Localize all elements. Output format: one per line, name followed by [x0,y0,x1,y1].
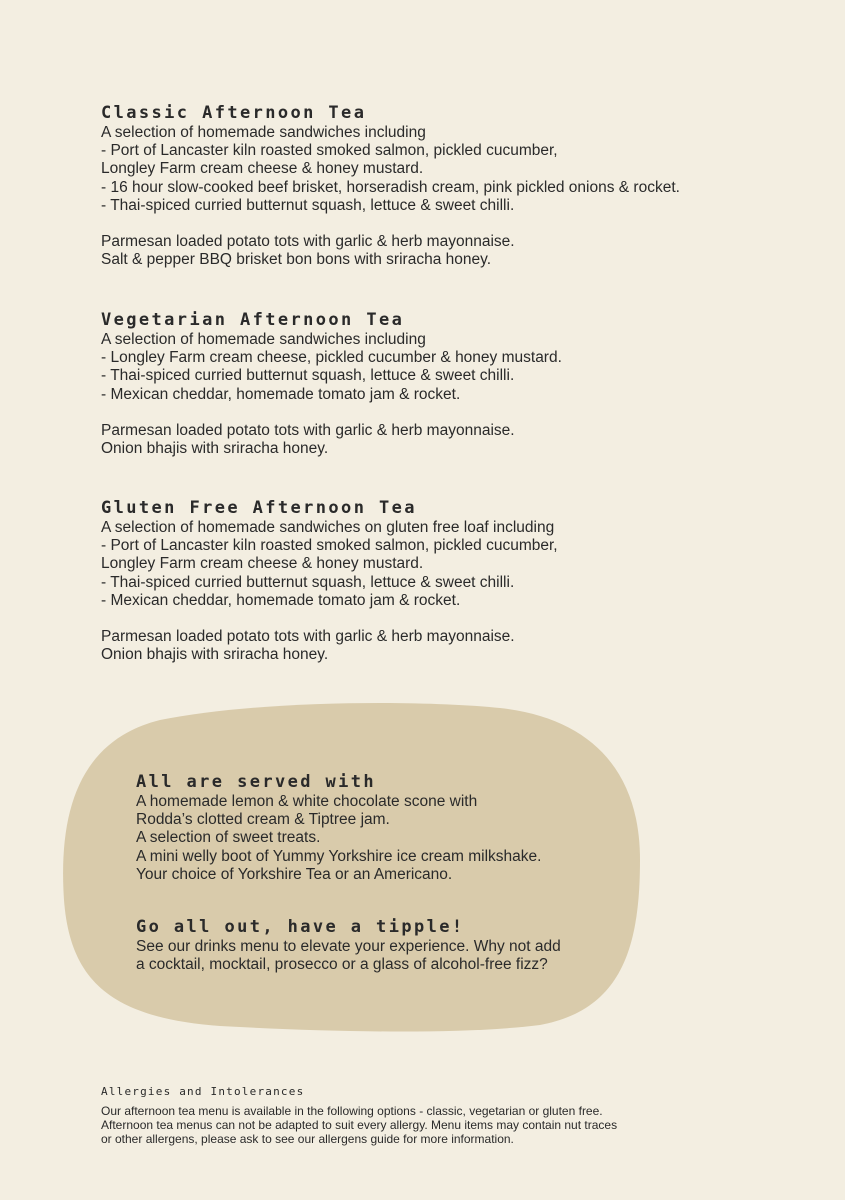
menu-classic-savoury: Salt & pepper BBQ brisket bon bons with sriracha honey. [101,251,492,269]
allergies-line: Our afternoon tea menu is available in the following options - classic, vegetarian or gluten free. [101,1104,603,1118]
menu-gluten-free [101,498,558,664]
menu-gluten-free-title: Gluten Free Afternoon Tea [101,498,417,518]
menu-gluten-free-savoury: Parmesan loaded potato tots with garlic & herb mayonnaise. [101,628,515,646]
served-with-line: A selection of sweet treats. [136,829,321,847]
menu-gluten-free-line: - Mexican cheddar, homemade tomato jam & rocket. [101,591,461,609]
served-with-section [136,772,541,884]
menu-vegetarian-line: - Thai-spiced curried butternut squash, lettuce & sweet chilli. [101,367,515,385]
menu-vegetarian-line: A selection of homemade sandwiches including [101,331,426,348]
menu-classic-line: - 16 hour slow-cooked beef brisket, horseradish cream, pink pickled onions & rocket. [101,178,680,196]
menu-vegetarian-line: - Mexican cheddar, homemade tomato jam & rocket. [101,385,461,403]
served-with-line: Your choice of Yorkshire Tea or an Americano. [136,865,453,883]
menu-classic-savoury: Parmesan loaded potato tots with garlic & herb mayonnaise. [101,233,515,251]
served-with-line: A mini welly boot of Yummy Yorkshire ice cream milkshake. [136,847,542,865]
menu-gluten-free-line: A selection of homemade sandwiches on gluten free loaf including [101,519,555,536]
menu-vegetarian-line: - Longley Farm cream cheese, pickled cucumber & honey mustard. [101,349,562,367]
allergies-section [101,1085,617,1146]
menu-vegetarian-savoury: Parmesan loaded potato tots with garlic & herb mayonnaise. [101,421,515,439]
tipple-line: See our drinks menu to elevate your experience. Why not add [136,938,561,955]
menu-gluten-free-line: - Thai-spiced curried butternut squash, lettuce & sweet chilli. [101,573,515,591]
menu-classic-line: - Thai-spiced curried butternut squash, lettuce & sweet chilli. [101,196,515,214]
menu-classic [101,103,680,269]
served-with-line: A homemade lemon & white chocolate scone with [136,793,478,810]
allergies-line: Afternoon tea menus can not be adapted to suit every allergy. Menu items may contain nut traces [101,1118,618,1132]
served-with-line: Rodda’s clotted cream & Tiptree jam. [136,811,390,829]
menu-gluten-free-line: - Port of Lancaster kiln roasted smoked salmon, pickled cucumber, [101,537,558,555]
menu-classic-title: Classic Afternoon Tea [101,103,367,123]
menu-vegetarian [101,310,562,458]
served-with-title: All are served with [136,772,377,792]
menu-gluten-free-savoury: Onion bhajis with sriracha honey. [101,646,329,664]
menu-vegetarian-savoury: Onion bhajis with sriracha honey. [101,440,329,458]
tipple-section [136,917,561,974]
menu-classic-line: - Port of Lancaster kiln roasted smoked salmon, pickled cucumber, [101,142,558,160]
tipple-line: a cocktail, mocktail, prosecco or a glass of alcohol-free fizz? [136,956,548,974]
menu-classic-line: A selection of homemade sandwiches including [101,124,426,141]
menu-vegetarian-title: Vegetarian Afternoon Tea [101,310,405,330]
menu-gluten-free-line: Longley Farm cream cheese & honey mustard. [101,555,424,573]
tipple-title: Go all out, have a tipple! [136,917,465,937]
allergies-line: or other allergens, please ask to see our allergens guide for more information. [101,1132,514,1146]
allergies-title: Allergies and Intolerances [101,1085,305,1098]
menu-classic-line: Longley Farm cream cheese & honey mustard. [101,160,424,178]
